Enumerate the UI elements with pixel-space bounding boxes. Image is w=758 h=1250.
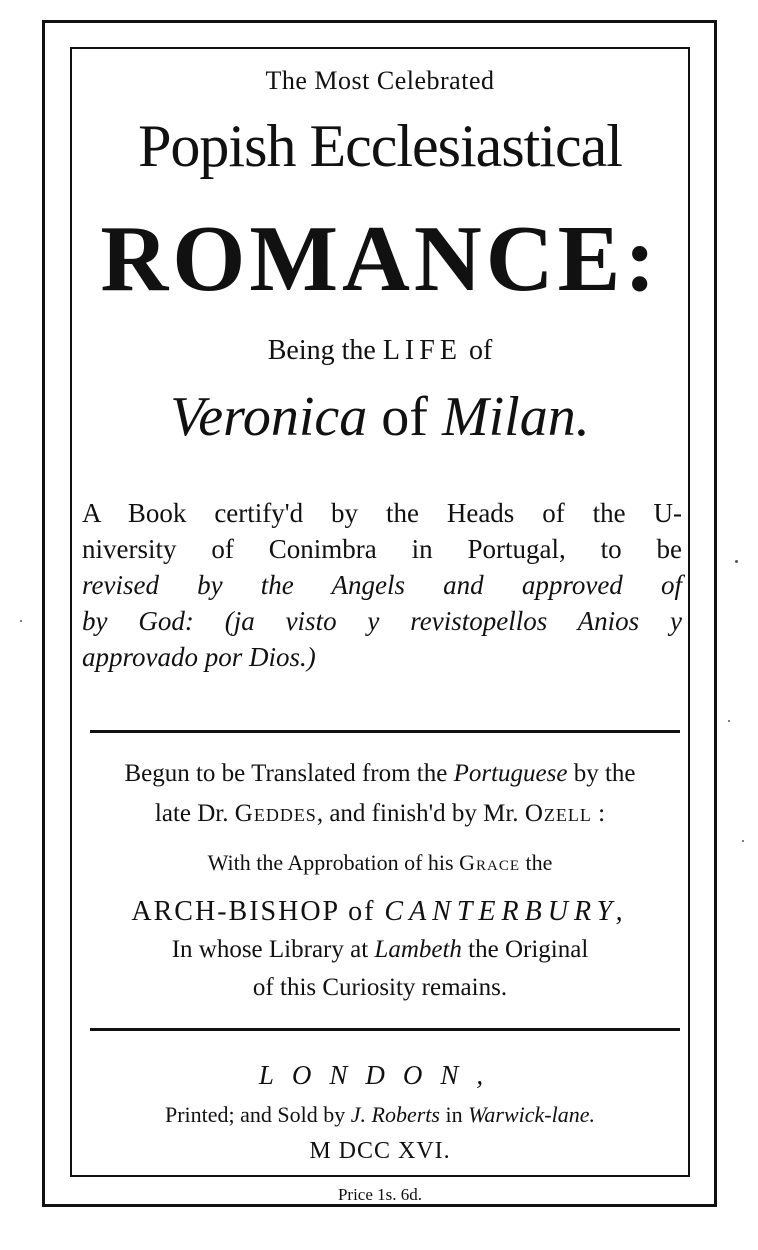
divider-rule: [90, 730, 680, 733]
of-text: of: [461, 335, 493, 366]
translation-text: :: [591, 800, 606, 827]
paper-speck: [20, 620, 22, 622]
warwick-lane-text: Warwick-lane.: [468, 1102, 595, 1127]
translation-line-3: [70, 850, 690, 876]
title-line-most-celebrated: The Most Celebrated: [265, 66, 495, 95]
printed-text: Printed; and Sold by: [165, 1102, 351, 1127]
canterbury-text: CANTERBURY,: [384, 896, 629, 927]
translation-text: late Dr.: [154, 800, 235, 827]
imprint-date: M DCC XVI.: [309, 1138, 451, 1164]
translation-text: , and finish'd by Mr.: [316, 800, 525, 827]
imprint-city: LONDON,: [258, 1060, 502, 1090]
being-the-text: Being the: [267, 335, 383, 366]
title-line-being-the-life: [70, 335, 690, 367]
title-line-popish: Popish Ecclesiastical: [138, 113, 622, 179]
paper-speck: [728, 720, 730, 722]
translation-text: In whose Library at: [171, 936, 375, 963]
translation-text: With the Approbation of his: [207, 850, 460, 875]
milan-text: Milan.: [427, 386, 590, 448]
ozell-text: Ozell: [524, 800, 592, 827]
description-paragraph: [82, 495, 682, 675]
divider-rule: [90, 1028, 680, 1031]
title-line-veronica: [70, 385, 690, 449]
printed-text: in: [439, 1102, 469, 1127]
description-row: revised by the Angels and approved of: [82, 570, 682, 600]
paper-speck: [735, 560, 738, 563]
price-label: Price 1s. 6d.: [337, 1185, 423, 1204]
translation-line-4: [70, 896, 690, 928]
translation-text: by the: [567, 760, 636, 787]
of-upright-text: of: [381, 386, 428, 448]
geddes-text: Geddes: [234, 800, 317, 827]
description-row: niversity of Conimbra in Portugal, to be: [82, 534, 682, 564]
translation-line-1: [70, 760, 690, 788]
translation-text: the Original: [461, 936, 589, 963]
title-line-romance: ROMANCE:: [100, 207, 660, 311]
paper-speck: [742, 840, 744, 842]
translation-line-5: [70, 936, 690, 964]
translation-text: Begun to be Translated from the: [124, 760, 454, 787]
translation-line-6: of this Curiosity remains.: [252, 974, 508, 1001]
description-row: A Book certify'd by the Heads of the U-: [82, 498, 682, 528]
roberts-text: J. Roberts: [350, 1102, 440, 1127]
grace-text: Grace: [459, 850, 520, 875]
description-row: by God: (ja visto y revistopellos Anios y: [82, 606, 682, 636]
arch-bishop-text: ARCH-BISHOP of: [131, 896, 385, 927]
life-text: LIFE: [382, 335, 462, 366]
portuguese-text: Portuguese: [453, 760, 568, 787]
imprint-printer: [70, 1102, 690, 1128]
translation-line-2: [70, 800, 690, 828]
lambeth-text: Lambeth: [374, 936, 462, 963]
translation-text: the: [520, 850, 553, 875]
veronica-text: Veronica: [170, 386, 382, 448]
description-row: approvado por Dios.): [82, 642, 316, 672]
